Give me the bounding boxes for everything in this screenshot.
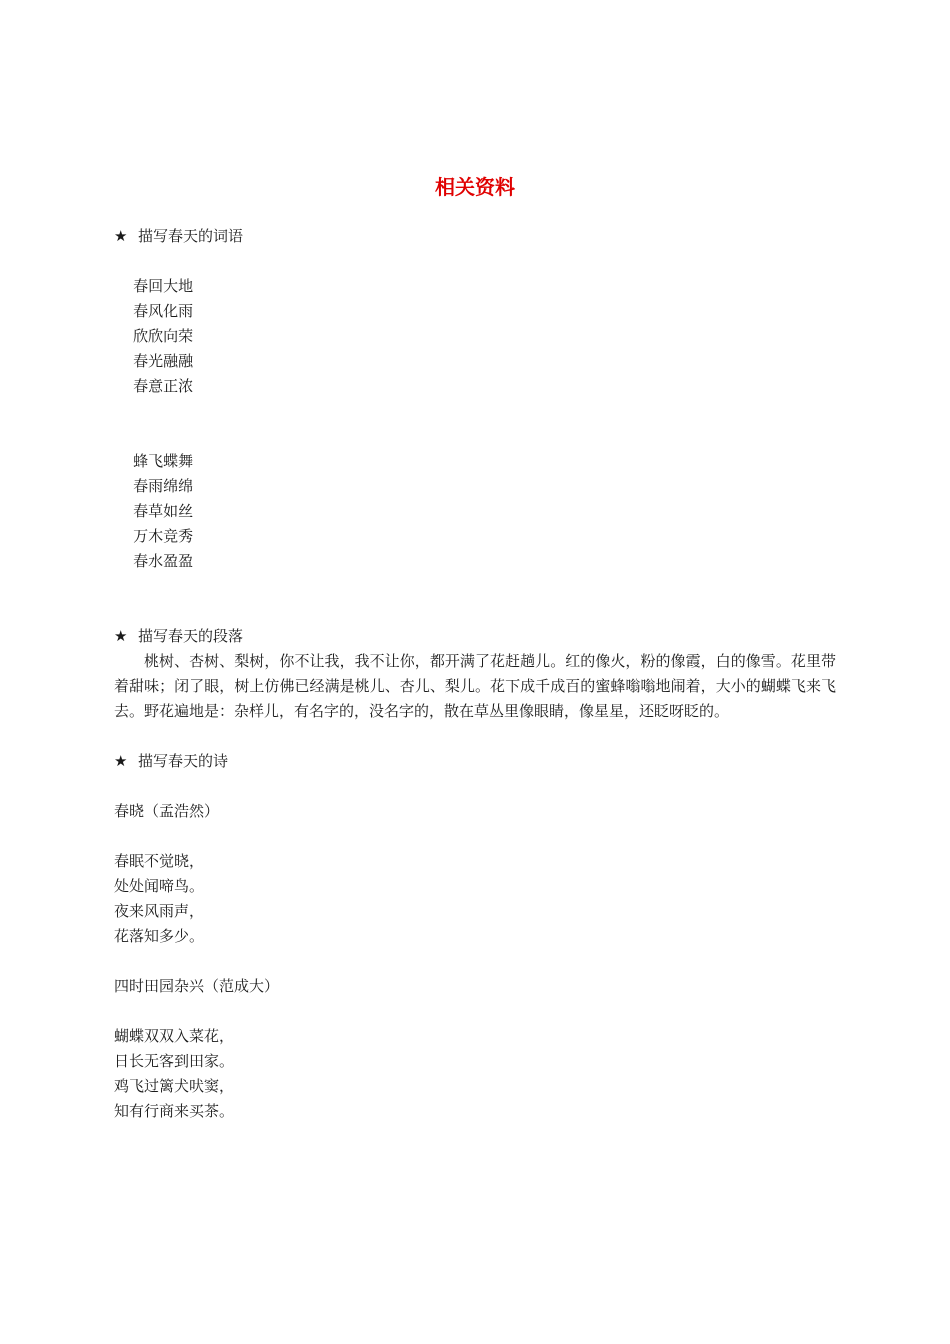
star-icon: ★	[114, 227, 128, 245]
poem-line: 春眠不觉晓，	[114, 852, 205, 870]
word-item: 春水盈盈	[133, 552, 194, 570]
poem-line: 处处闻啼鸟。	[114, 877, 205, 895]
spring-paragraph: 桃树、杏树、梨树，你不让我，我不让你，都开满了花赶趟儿。红的像火，粉的像霞，白的像雪。花里带着甜味；闭了眼，树上仿佛已经满是桃儿、杏儿、梨儿。花下成千成百的蜜蜂嗡嗡地闹着，大小的蝴蝶飞来飞去。野花遍地是：杂样儿，有名字的，没名字的，散在草丛里像眼睛，像星星，还眨呀眨的。	[114, 652, 836, 720]
poem-title: 四时田园杂兴（范成大）	[114, 977, 280, 995]
words-row-2	[114, 424, 836, 599]
spacer	[114, 949, 836, 974]
word-item: 春回大地	[133, 277, 194, 295]
star-icon: ★	[114, 627, 128, 645]
word-item: 春光融融	[133, 352, 194, 370]
poem-line: 日长无客到田家。	[114, 1052, 235, 1070]
word-item: 欣欣向荣	[133, 327, 194, 345]
word-item: 万木竞秀	[133, 527, 194, 545]
words-row-1	[114, 249, 836, 424]
spacer	[114, 824, 836, 849]
poem-line: 花落知多少。	[114, 927, 205, 945]
spacer	[114, 774, 836, 799]
spacer	[114, 599, 836, 624]
poem-line: 知有行商来买茶。	[114, 1102, 235, 1120]
word-item: 春雨绵绵	[133, 477, 194, 495]
section-heading-words	[114, 224, 836, 249]
star-icon: ★	[114, 752, 128, 770]
section-heading-paragraph	[114, 624, 836, 649]
poem-title: 春晓（孟浩然）	[114, 802, 220, 820]
section-heading-poems	[114, 749, 836, 774]
poem-line: 鸡飞过篱犬吠窦，	[114, 1077, 235, 1095]
word-item: 春风化雨	[133, 302, 194, 320]
spacer	[114, 724, 836, 749]
word-item: 春意正浓	[133, 377, 194, 395]
poem-line: 蝴蝶双双入菜花，	[114, 1027, 235, 1045]
spacer	[114, 999, 836, 1024]
poem-line: 夜来风雨声，	[114, 902, 205, 920]
section-heading-paragraph-text: 描写春天的段落	[138, 627, 244, 645]
word-item: 蜂飞蝶舞	[133, 452, 194, 470]
document-page	[114, 172, 836, 1124]
word-item: 春草如丝	[133, 502, 194, 520]
section-heading-words-text: 描写春天的词语	[138, 227, 244, 245]
page-title: 相关资料	[435, 175, 515, 199]
section-heading-poems-text: 描写春天的诗	[138, 752, 229, 770]
